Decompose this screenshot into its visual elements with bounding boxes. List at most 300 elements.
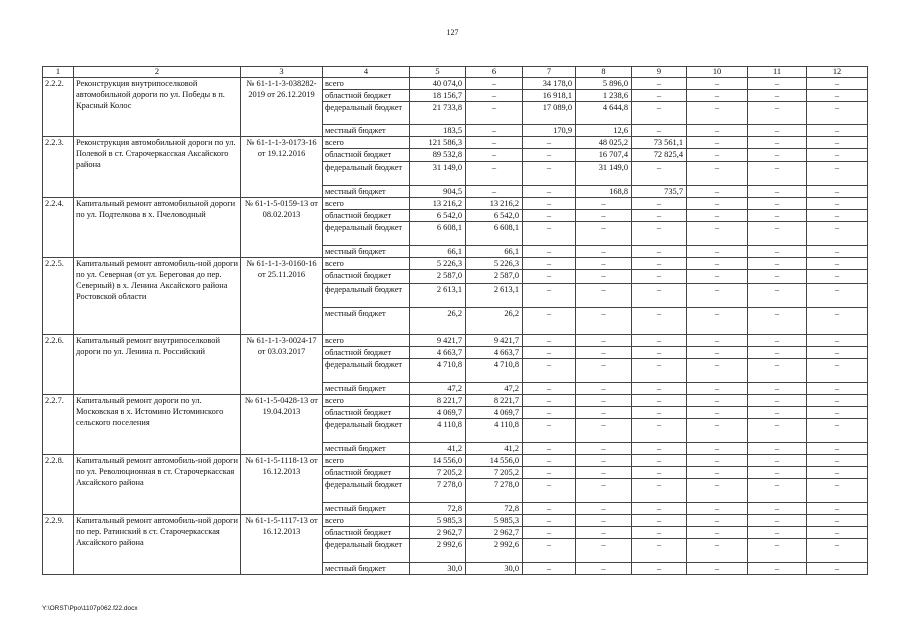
amount-cell: – [523, 419, 576, 443]
amount-cell: – [523, 359, 576, 383]
amount-cell: – [687, 222, 748, 246]
amount-cell: – [632, 563, 687, 575]
amount-cell: – [748, 137, 807, 149]
amount-cell: – [523, 479, 576, 503]
amount-cell: – [466, 149, 523, 162]
table-row [43, 395, 868, 407]
funding-source: федеральный бюджет [323, 539, 410, 563]
amount-cell: – [748, 395, 807, 407]
header-cell: 12 [807, 67, 868, 78]
amount-cell: – [748, 284, 807, 308]
header-cell: 1 [43, 67, 74, 78]
amount-cell: – [523, 515, 576, 527]
page-number: 127 [446, 28, 459, 37]
funding-source: областной бюджет [323, 527, 410, 539]
amount-cell: 16 707,4 [576, 149, 632, 162]
amount-cell: – [523, 455, 576, 467]
table-body [43, 78, 868, 575]
budget-table [42, 66, 868, 575]
amount-cell: 72,8 [410, 503, 466, 515]
amount-cell: – [576, 222, 632, 246]
amount-cell: – [748, 383, 807, 395]
item-number: 2.2.9. [43, 515, 74, 575]
amount-cell: – [632, 270, 687, 284]
amount-cell: 14 556,0 [410, 455, 466, 467]
amount-cell: – [632, 467, 687, 479]
amount-cell: 2 992,6 [466, 539, 523, 563]
amount-cell: 735,7 [632, 186, 687, 198]
amount-cell: 5 226,3 [466, 258, 523, 270]
amount-cell: – [687, 258, 748, 270]
amount-cell: – [576, 479, 632, 503]
amount-cell: – [807, 503, 868, 515]
amount-cell: – [807, 383, 868, 395]
amount-cell: – [687, 284, 748, 308]
amount-cell: 5 896,0 [576, 78, 632, 90]
table-row [43, 455, 868, 467]
item-document: № 61-1-1-3-038282-2019 от 26.12.2019 [241, 78, 323, 137]
amount-cell: – [687, 383, 748, 395]
item-document: № 61-1-1-3-0160-16 от 25.11.2016 [241, 258, 323, 335]
amount-cell: 26,2 [410, 308, 466, 335]
amount-cell: – [748, 78, 807, 90]
funding-source: федеральный бюджет [323, 162, 410, 186]
amount-cell: 47,2 [410, 383, 466, 395]
amount-cell: – [523, 149, 576, 162]
amount-cell: – [807, 443, 868, 455]
amount-cell: 7 205,2 [410, 467, 466, 479]
amount-cell: – [748, 515, 807, 527]
amount-cell: – [523, 443, 576, 455]
amount-cell: – [523, 563, 576, 575]
item-document: № 61-1-5-1118-13 от 16.12.2013 [241, 455, 323, 515]
header-cell: 2 [74, 67, 241, 78]
amount-cell: – [632, 125, 687, 137]
amount-cell: – [687, 270, 748, 284]
amount-cell: – [523, 383, 576, 395]
amount-cell: – [807, 102, 868, 125]
funding-source: областной бюджет [323, 90, 410, 102]
funding-source: федеральный бюджет [323, 102, 410, 125]
amount-cell: – [523, 198, 576, 210]
amount-cell: – [748, 443, 807, 455]
amount-cell: 2 962,7 [410, 527, 466, 539]
amount-cell: – [576, 258, 632, 270]
amount-cell: – [523, 395, 576, 407]
amount-cell: 40 074,0 [410, 78, 466, 90]
amount-cell: – [523, 335, 576, 347]
amount-cell: – [748, 359, 807, 383]
funding-source: областной бюджет [323, 407, 410, 419]
amount-cell: – [632, 515, 687, 527]
amount-cell: – [576, 527, 632, 539]
amount-cell: – [576, 467, 632, 479]
amount-cell: – [807, 125, 868, 137]
amount-cell: – [687, 335, 748, 347]
amount-cell: – [748, 246, 807, 258]
amount-cell: – [523, 162, 576, 186]
table-row [43, 515, 868, 527]
amount-cell: – [748, 503, 807, 515]
amount-cell: 4 110,8 [410, 419, 466, 443]
item-name: Реконструкция внутрипоселковой автомобильной дороги по ул. Победы в п. Красный Колос [74, 78, 241, 137]
header-cell: 8 [576, 67, 632, 78]
amount-cell: – [523, 137, 576, 149]
amount-cell: – [576, 359, 632, 383]
amount-cell: – [687, 102, 748, 125]
amount-cell: 5 985,3 [410, 515, 466, 527]
amount-cell: 6 542,0 [466, 210, 523, 222]
amount-cell: – [687, 539, 748, 563]
amount-cell: – [632, 455, 687, 467]
amount-cell: – [807, 308, 868, 335]
amount-cell: – [748, 455, 807, 467]
amount-cell: 183,5 [410, 125, 466, 137]
amount-cell: – [807, 563, 868, 575]
amount-cell: – [523, 539, 576, 563]
amount-cell: – [807, 335, 868, 347]
amount-cell: 4 069,7 [466, 407, 523, 419]
amount-cell: – [807, 222, 868, 246]
amount-cell: – [807, 186, 868, 198]
amount-cell: 47,2 [466, 383, 523, 395]
item-name: Капитальный ремонт автомобиль-ной дороги по ул. Революционная в ст. Старочеркасская Аксайского района [74, 455, 241, 515]
item-number: 2.2.8. [43, 455, 74, 515]
amount-cell: – [687, 149, 748, 162]
header-cell: 6 [466, 67, 523, 78]
amount-cell: – [632, 419, 687, 443]
amount-cell: – [748, 479, 807, 503]
amount-cell: 30,0 [466, 563, 523, 575]
amount-cell: – [687, 78, 748, 90]
amount-cell: 73 561,1 [632, 137, 687, 149]
amount-cell: – [687, 563, 748, 575]
amount-cell: – [748, 125, 807, 137]
amount-cell: – [632, 539, 687, 563]
amount-cell: – [523, 210, 576, 222]
funding-source: местный бюджет [323, 246, 410, 258]
item-document: № 61-1-1-3-0173-16 от 19.12.2016 [241, 137, 323, 198]
funding-source: федеральный бюджет [323, 359, 410, 383]
amount-cell: – [466, 78, 523, 90]
amount-cell: – [687, 125, 748, 137]
amount-cell: – [748, 407, 807, 419]
funding-source: местный бюджет [323, 383, 410, 395]
item-name: Реконструкция автомобильной дороги по ул. Полевой в ст. Старочеркасская Аксайского района [74, 137, 241, 198]
amount-cell: 7 278,0 [410, 479, 466, 503]
amount-cell: – [807, 149, 868, 162]
amount-cell: – [807, 90, 868, 102]
amount-cell: – [576, 246, 632, 258]
amount-cell: – [632, 308, 687, 335]
table-row [43, 137, 868, 149]
funding-source: федеральный бюджет [323, 419, 410, 443]
amount-cell: 26,2 [466, 308, 523, 335]
amount-cell: – [523, 527, 576, 539]
amount-cell: – [576, 347, 632, 359]
amount-cell: – [748, 186, 807, 198]
amount-cell: 4 644,8 [576, 102, 632, 125]
header-cell: 3 [241, 67, 323, 78]
item-name: Капитальный ремонт дороги по ул. Московская в х. Истомино Истоминского сельского поселения [74, 395, 241, 455]
amount-cell: 4 663,7 [466, 347, 523, 359]
funding-source: местный бюджет [323, 186, 410, 198]
amount-cell: – [632, 407, 687, 419]
amount-cell: – [807, 539, 868, 563]
item-number: 2.2.5. [43, 258, 74, 335]
amount-cell: – [748, 527, 807, 539]
funding-source: всего [323, 395, 410, 407]
amount-cell: – [687, 347, 748, 359]
funding-source: областной бюджет [323, 210, 410, 222]
amount-cell: – [632, 210, 687, 222]
amount-cell: 12,6 [576, 125, 632, 137]
header-row [43, 67, 868, 78]
amount-cell: – [748, 198, 807, 210]
amount-cell: – [748, 102, 807, 125]
header-cell: 5 [410, 67, 466, 78]
funding-source: всего [323, 515, 410, 527]
amount-cell: 89 532,8 [410, 149, 466, 162]
amount-cell: – [687, 162, 748, 186]
amount-cell: – [807, 137, 868, 149]
amount-cell: – [807, 210, 868, 222]
amount-cell: – [807, 395, 868, 407]
funding-source: местный бюджет [323, 308, 410, 335]
amount-cell: – [807, 258, 868, 270]
amount-cell: – [466, 162, 523, 186]
amount-cell: – [523, 407, 576, 419]
item-number: 2.2.4. [43, 198, 74, 258]
amount-cell: – [748, 162, 807, 186]
amount-cell: 9 421,7 [466, 335, 523, 347]
amount-cell: – [523, 258, 576, 270]
amount-cell: – [687, 246, 748, 258]
table-header [43, 67, 868, 78]
amount-cell: 168,8 [576, 186, 632, 198]
amount-cell: 16 918,1 [523, 90, 576, 102]
amount-cell: – [748, 90, 807, 102]
amount-cell: – [632, 246, 687, 258]
amount-cell: – [466, 125, 523, 137]
amount-cell: 14 556,0 [466, 455, 523, 467]
amount-cell: – [632, 90, 687, 102]
amount-cell: – [632, 198, 687, 210]
amount-cell: 5 226,3 [410, 258, 466, 270]
amount-cell: – [523, 270, 576, 284]
funding-source: областной бюджет [323, 270, 410, 284]
funding-source: местный бюджет [323, 563, 410, 575]
amount-cell: – [807, 455, 868, 467]
item-document: № 61-1-1-3-0024-17 от 03.03.2017 [241, 335, 323, 395]
amount-cell: 13 216,2 [410, 198, 466, 210]
funding-source: всего [323, 137, 410, 149]
funding-source: областной бюджет [323, 347, 410, 359]
amount-cell: – [807, 419, 868, 443]
funding-source: федеральный бюджет [323, 479, 410, 503]
amount-cell: – [748, 347, 807, 359]
amount-cell: – [523, 284, 576, 308]
amount-cell: – [807, 198, 868, 210]
amount-cell: – [748, 335, 807, 347]
amount-cell: – [748, 270, 807, 284]
amount-cell: – [807, 359, 868, 383]
amount-cell: 4 069,7 [410, 407, 466, 419]
amount-cell: – [576, 407, 632, 419]
funding-source: местный бюджет [323, 443, 410, 455]
amount-cell: – [632, 395, 687, 407]
amount-cell: 6 608,1 [466, 222, 523, 246]
amount-cell: – [687, 527, 748, 539]
funding-source: всего [323, 78, 410, 90]
amount-cell: 4 710,8 [466, 359, 523, 383]
amount-cell: – [748, 539, 807, 563]
amount-cell: – [466, 137, 523, 149]
amount-cell: – [748, 419, 807, 443]
amount-cell: 2 992,6 [410, 539, 466, 563]
item-name: Капитальный ремонт внутрипоселковой дороги по ул. Ленина п. Российский [74, 335, 241, 395]
amount-cell: – [523, 467, 576, 479]
amount-cell: – [466, 186, 523, 198]
amount-cell: 21 733,8 [410, 102, 466, 125]
amount-cell: – [576, 395, 632, 407]
amount-cell: – [576, 284, 632, 308]
amount-cell: – [687, 395, 748, 407]
amount-cell: – [632, 359, 687, 383]
amount-cell: – [632, 102, 687, 125]
amount-cell: – [632, 162, 687, 186]
funding-source: всего [323, 198, 410, 210]
amount-cell: – [632, 383, 687, 395]
amount-cell: – [807, 246, 868, 258]
amount-cell: 72,8 [466, 503, 523, 515]
amount-cell: 9 421,7 [410, 335, 466, 347]
item-number: 2.2.6. [43, 335, 74, 395]
amount-cell: – [807, 347, 868, 359]
amount-cell: – [687, 137, 748, 149]
amount-cell: 2 613,1 [410, 284, 466, 308]
funding-source: местный бюджет [323, 125, 410, 137]
amount-cell: – [576, 383, 632, 395]
amount-cell: – [523, 503, 576, 515]
funding-source: федеральный бюджет [323, 222, 410, 246]
item-document: № 61-1-5-1117-13 от 16.12.2013 [241, 515, 323, 575]
amount-cell: – [632, 503, 687, 515]
amount-cell: 7 278,0 [466, 479, 523, 503]
amount-cell: – [687, 455, 748, 467]
amount-cell: – [807, 515, 868, 527]
amount-cell: 72 825,4 [632, 149, 687, 162]
file-path-footer: Y:\ORST\Ppo\1107p062.f22.docx [42, 605, 138, 612]
funding-source: областной бюджет [323, 467, 410, 479]
item-number: 2.2.3. [43, 137, 74, 198]
header-cell: 10 [687, 67, 748, 78]
amount-cell: – [523, 186, 576, 198]
amount-cell: – [576, 335, 632, 347]
amount-cell: – [576, 270, 632, 284]
funding-source: всего [323, 258, 410, 270]
amount-cell: – [748, 308, 807, 335]
amount-cell: – [632, 78, 687, 90]
amount-cell: – [632, 443, 687, 455]
amount-cell: 8 221,7 [410, 395, 466, 407]
header-cell: 11 [748, 67, 807, 78]
amount-cell: – [687, 407, 748, 419]
amount-cell: – [576, 539, 632, 563]
amount-cell: – [687, 503, 748, 515]
amount-cell: – [687, 198, 748, 210]
amount-cell: 6 542,0 [410, 210, 466, 222]
amount-cell: – [523, 222, 576, 246]
amount-cell: – [748, 222, 807, 246]
item-name: Капитальный ремонт автомобильной дороги по ул. Подтелкова в х. Пчеловодный [74, 198, 241, 258]
amount-cell: 34 178,0 [523, 78, 576, 90]
amount-cell: – [523, 308, 576, 335]
funding-source: местный бюджет [323, 503, 410, 515]
amount-cell: – [632, 284, 687, 308]
amount-cell: 4 663,7 [410, 347, 466, 359]
amount-cell: – [576, 455, 632, 467]
item-document: № 61-1-5-0159-13 от 08.02.2013 [241, 198, 323, 258]
item-name: Капитальный ремонт автомобиль-ной дороги по пер. Ратинский в ст. Старочеркасская Аксайского района [74, 515, 241, 575]
amount-cell: – [687, 210, 748, 222]
amount-cell: – [576, 308, 632, 335]
amount-cell: – [748, 210, 807, 222]
amount-cell: – [632, 258, 687, 270]
table-row [43, 198, 868, 210]
amount-cell: 2 962,7 [466, 527, 523, 539]
amount-cell: – [748, 149, 807, 162]
amount-cell: 7 205,2 [466, 467, 523, 479]
amount-cell: 121 586,3 [410, 137, 466, 149]
amount-cell: 904,5 [410, 186, 466, 198]
amount-cell: 48 025,2 [576, 137, 632, 149]
amount-cell: – [576, 443, 632, 455]
amount-cell: 4 110,8 [466, 419, 523, 443]
amount-cell: – [687, 467, 748, 479]
amount-cell: – [576, 503, 632, 515]
amount-cell: – [807, 162, 868, 186]
amount-cell: – [687, 443, 748, 455]
amount-cell: 4 710,8 [410, 359, 466, 383]
table-row [43, 258, 868, 270]
amount-cell: 170,9 [523, 125, 576, 137]
funding-source: областной бюджет [323, 149, 410, 162]
header-cell: 7 [523, 67, 576, 78]
amount-cell: 31 149,0 [410, 162, 466, 186]
amount-cell: 8 221,7 [466, 395, 523, 407]
amount-cell: – [466, 102, 523, 125]
amount-cell: 31 149,0 [576, 162, 632, 186]
amount-cell: – [687, 186, 748, 198]
amount-cell: – [632, 335, 687, 347]
amount-cell: 30,0 [410, 563, 466, 575]
amount-cell: – [748, 563, 807, 575]
amount-cell: 41,2 [466, 443, 523, 455]
amount-cell: – [748, 258, 807, 270]
amount-cell: – [576, 419, 632, 443]
amount-cell: – [687, 359, 748, 383]
amount-cell: – [632, 479, 687, 503]
header-cell: 9 [632, 67, 687, 78]
item-document: № 61-1-5-0428-13 от 19.04.2013 [241, 395, 323, 455]
amount-cell: – [687, 308, 748, 335]
amount-cell: 2 613,1 [466, 284, 523, 308]
amount-cell: – [807, 467, 868, 479]
amount-cell: 66,1 [466, 246, 523, 258]
amount-cell: 2 587,0 [466, 270, 523, 284]
amount-cell: – [632, 222, 687, 246]
